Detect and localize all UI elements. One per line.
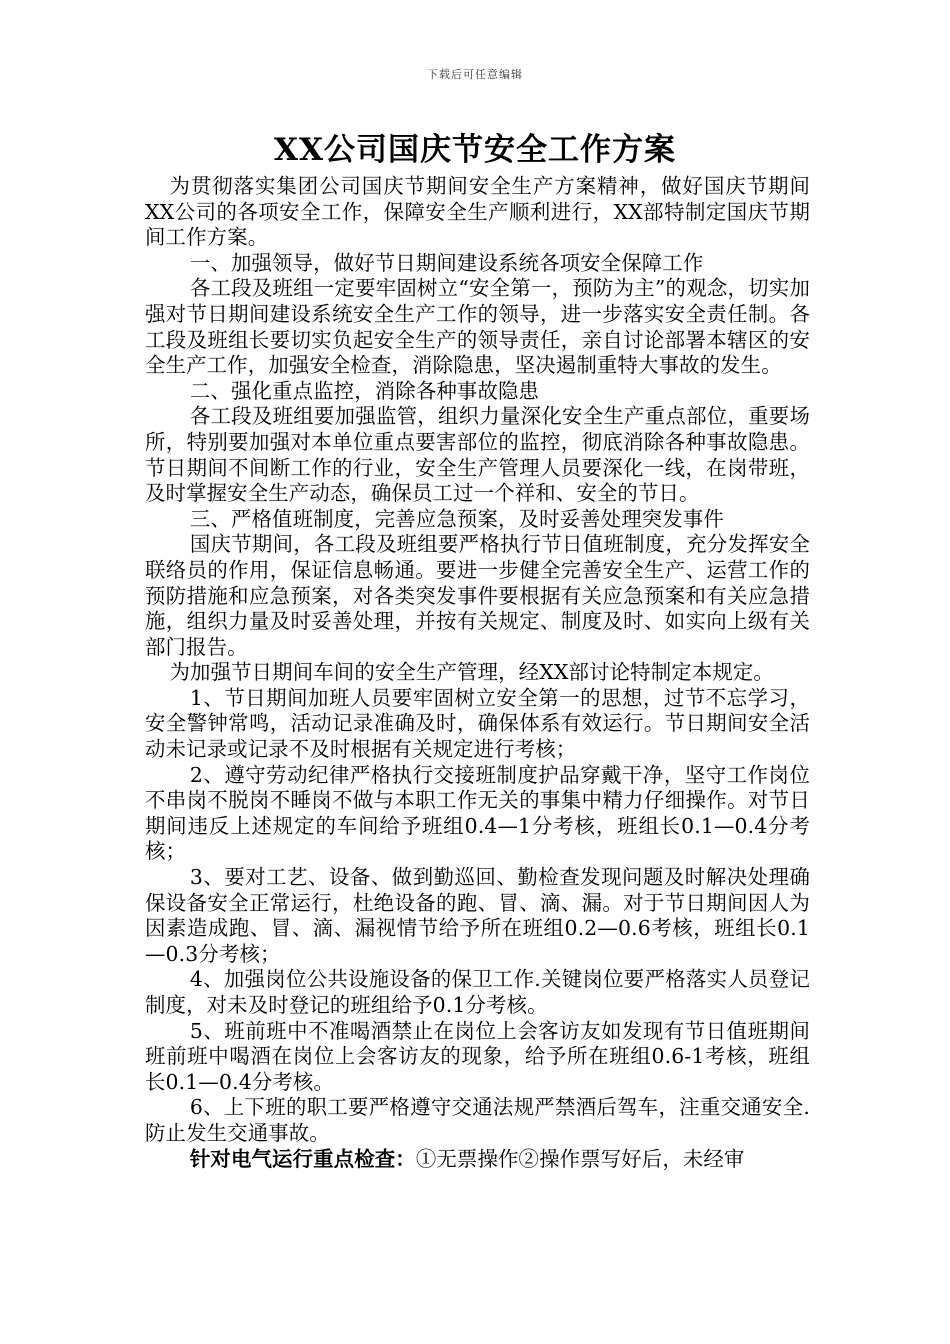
- rule-item-1: 1、节日期间加班人员要牢固树立安全第一的思想，过节不忘学习，安全警钟常鸣，活动记录准确及时，确保体系有效运行。节日期间安全活动未记录或记录不及时根据有关规定进行考核；: [145, 685, 810, 762]
- header-note: 下载后可任意编辑: [427, 68, 523, 81]
- rule-item-2: 2、遵守劳动纪律严格执行交接班制度护品穿戴干净，坚守工作岗位不串岗不脱岗不睡岗不做与本职工作无关的事集中精力仔细操作。对节日期间违反上述规定的车间给予班组0.4—1分考核，班组长0.1—0.4分考核；: [145, 762, 810, 864]
- section-heading-2: 二、强化重点监控，消除各种事故隐患: [189, 378, 540, 403]
- rule-item-6: 6、上下班的职工要严格遵守交通法规严禁酒后驾车，注重交通安全.防止发生交通事故。: [145, 1095, 810, 1145]
- electrical-check-text: ①无票操作②操作票写好后，未经审: [415, 1146, 745, 1171]
- section-paragraph-2: 各工段及班组要加强监管，组织力量深化安全生产重点部位，重要场所，特别要加强对本单位重点要害部位的监控，彻底消除各种事故隐患。节日期间不间断工作的行业，安全生产管理人员要深化一线，在岗带班，及时掌握安全生产动态，确保员工过一个祥和、安全的节日。: [145, 404, 810, 506]
- rule-item-4: 4、加强岗位公共设施设备的保卫工作.关键岗位要严格落实人员登记制度，对未及时登记的班组给予0.1分考核。: [145, 967, 810, 1017]
- section-paragraph-1: 各工段及班组一定要牢固树立“安全第一，预防为主”的观念，切实加强对节日期间建设系统安全生产工作的领导，进一步落实安全责任制。各工段及班组长要切实负起安全生产的领导责任，亲自讨论部署本辖区的安全生产工作，加强安全检查，消除隐患，坚决遏制重特大事故的发生。: [145, 276, 810, 378]
- regulation-intro: 为加强节日期间车间的安全生产管理，经XX部讨论特制定本规定。: [169, 660, 774, 685]
- section-heading-3: 三、严格值班制度，完善应急预案，及时妥善处理突发事件: [189, 506, 724, 531]
- electrical-check-lead: 针对电气运行重点检查：: [189, 1146, 416, 1171]
- document-title: XX公司国庆节安全工作方案: [273, 132, 677, 168]
- section-heading-1: 一、加强领导，做好节日期间建设系统各项安全保障工作: [189, 250, 704, 275]
- document-body: [145, 174, 810, 1172]
- electrical-check-paragraph: [145, 1147, 810, 1173]
- section-paragraph-3: 国庆节期间，各工段及班组要严格执行节日值班制度，充分发挥安全联络员的作用，保证信息畅通。要进一步健全完善安全生产、运营工作的预防措施和应急预案，对各类突发事件要根据有关应急预案和有关应急措施，组织力量及时妥善处理，并按有关规定、制度及时、如实向上级有关部门报告。: [145, 532, 810, 659]
- intro-paragraph: 为贯彻落实集团公司国庆节期间安全生产方案精神，做好国庆节期间XX公司的各项安全工作，保障安全生产顺利进行，XX部特制定国庆节期间工作方案。: [145, 174, 810, 250]
- rule-item-3: 3、要对工艺、设备、做到勤巡回、勤检查发现问题及时解决处理确保设备安全正常运行，杜绝设备的跑、冒、滴、漏。对于节日期间因人为因素造成跑、冒、滴、漏视情节给予所在班组0.2—0.6考核，班组长0.1—0.3分考核；: [145, 865, 810, 966]
- rule-item-5: 5、班前班中不准喝酒禁止在岗位上会客访友如发现有节日值班期间班前班中喝酒在岗位上会客访友的现象，给予所在班组0.6-1考核，班组长0.1—0.4分考核。: [145, 1018, 810, 1094]
